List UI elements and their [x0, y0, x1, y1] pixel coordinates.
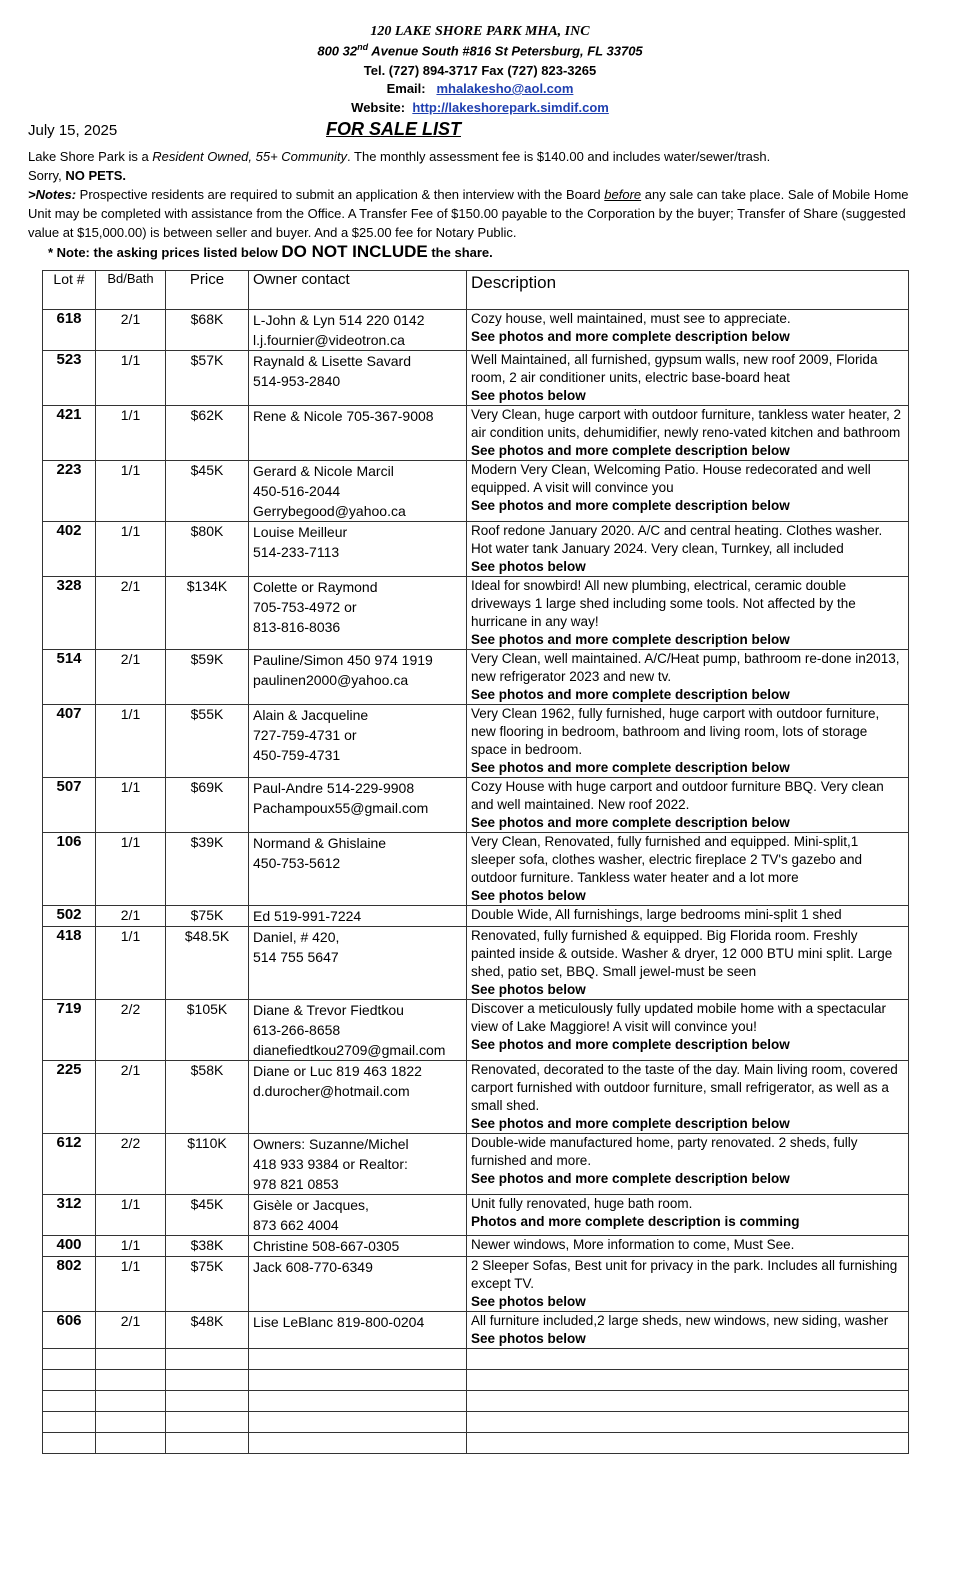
owner-contact	[249, 406, 467, 461]
owner-contact-line[interactable]: l.j.fournier@videotron.ca	[253, 332, 405, 348]
description-text: Well Maintained, all furnished, gypsum walls, new roof 2009, Florida room, 2 air conditioner units, electric base-board heat	[471, 352, 878, 385]
empty-cell	[166, 1391, 249, 1412]
owner-contact-line: L-John & Lyn 514 220 0142	[253, 312, 425, 328]
see-photos-note: See photos below	[471, 888, 586, 903]
lot-number: 106	[43, 833, 96, 906]
owner-contact	[249, 906, 467, 927]
col-lot: Lot #	[43, 271, 96, 310]
description-text: Ideal for snowbird! All new plumbing, electrical, ceramic double driveways 1 large shed including some tools. Not affected by the hurricane in any way!	[471, 578, 856, 629]
owner-contact	[249, 1000, 467, 1061]
price: $68K	[166, 310, 249, 351]
price: $45K	[166, 1195, 249, 1236]
table-row	[43, 1061, 909, 1134]
empty-cell	[249, 1370, 467, 1391]
price: $48.5K	[166, 927, 249, 1000]
bed-bath: 1/1	[96, 406, 166, 461]
owner-contact-line: Christine 508-667-0305	[253, 1238, 400, 1254]
description-text: Newer windows, More information to come, Must See.	[471, 1237, 795, 1252]
empty-cell	[166, 1349, 249, 1370]
website-line: Website: http://lakeshorepark.simdif.com	[351, 100, 609, 115]
owner-contact-line: 450-516-2044	[253, 483, 341, 499]
owner-contact-line: Pauline/Simon 450 974 1919	[253, 652, 433, 668]
table-row	[43, 833, 909, 906]
table-row	[43, 351, 909, 406]
table-row	[43, 406, 909, 461]
description-text: Roof redone January 2020. A/C and central heating. Clothes washer. Hot water tank January 2024. Very clean, Turnkey, all included	[471, 523, 883, 556]
org-name: 120 LAKE SHORE PARK MHA, INC	[370, 24, 590, 39]
description	[467, 406, 909, 461]
empty-cell	[96, 1391, 166, 1412]
description-text: Very Clean, huge carport with outdoor furniture, tankless water heater, 2 air condition units, dehumidifier, newly reno-vated kitchen and bathroom	[471, 407, 901, 440]
price: $58K	[166, 1061, 249, 1134]
description	[467, 310, 909, 351]
owner-contact-line: 450-753-5612	[253, 855, 341, 871]
price: $38K	[166, 1236, 249, 1257]
empty-cell	[249, 1391, 467, 1412]
price: $75K	[166, 1257, 249, 1312]
empty-row	[43, 1370, 909, 1391]
owner-contact	[249, 1134, 467, 1195]
bed-bath: 1/1	[96, 461, 166, 522]
table-row	[43, 1195, 909, 1236]
see-photos-note: See photos and more complete description below	[471, 687, 790, 702]
empty-cell	[467, 1349, 909, 1370]
price: $105K	[166, 1000, 249, 1061]
empty-cell	[166, 1370, 249, 1391]
lot-number: 802	[43, 1257, 96, 1312]
table-row	[43, 1236, 909, 1257]
description	[467, 351, 909, 406]
owner-contact-line: Alain & Jacqueline	[253, 707, 369, 723]
bed-bath: 1/1	[96, 927, 166, 1000]
lot-number: 328	[43, 577, 96, 650]
page-title: FOR SALE LIST	[326, 119, 461, 139]
price: $57K	[166, 351, 249, 406]
empty-cell	[96, 1349, 166, 1370]
lot-number: 407	[43, 705, 96, 778]
price: $69K	[166, 778, 249, 833]
description-text: Cozy House with huge carport and outdoor furniture BBQ. Very clean and well maintained. New roof 2022.	[471, 779, 884, 812]
description	[467, 705, 909, 778]
owner-contact-line: Colette or Raymond	[253, 579, 378, 595]
table-row	[43, 1312, 909, 1349]
email-line: Email: mhalakesho@aol.com	[386, 81, 574, 96]
owner-contact-line: Lise LeBlanc 819-800-0204	[253, 1314, 425, 1330]
bed-bath: 1/1	[96, 1195, 166, 1236]
empty-row	[43, 1349, 909, 1370]
see-photos-note: See photos below	[471, 982, 586, 997]
empty-cell	[43, 1391, 96, 1412]
col-owner: Owner contact	[249, 271, 467, 310]
owner-contact-line: Jack 608-770-6349	[253, 1259, 373, 1275]
owner-contact-line: 813-816-8036	[253, 619, 341, 635]
owner-contact-line[interactable]: Pachampoux55@gmail.com	[253, 800, 429, 816]
empty-row	[43, 1412, 909, 1433]
see-photos-note: See photos and more complete description below	[471, 632, 790, 647]
owner-contact	[249, 833, 467, 906]
list-date: July 15, 2025	[28, 122, 118, 139]
empty-cell	[467, 1391, 909, 1412]
bed-bath: 1/1	[96, 522, 166, 577]
lot-number: 612	[43, 1134, 96, 1195]
description	[467, 461, 909, 522]
see-photos-note: Photos and more complete description is comming	[471, 1214, 800, 1229]
empty-cell	[96, 1433, 166, 1454]
owner-contact	[249, 522, 467, 577]
bed-bath: 1/1	[96, 1236, 166, 1257]
owner-contact-line: 873 662 4004	[253, 1217, 339, 1233]
owner-contact-line: Daniel, # 420,	[253, 929, 340, 945]
empty-row	[43, 1391, 909, 1412]
owner-contact-line: Raynald & Lisette Savard	[253, 353, 411, 369]
bed-bath: 1/1	[96, 1257, 166, 1312]
description-text: Renovated, decorated to the taste of the day. Main living room, covered carport furnished with outdoor furniture, small refrigerator, as well as a small shed.	[471, 1062, 898, 1113]
empty-cell	[249, 1349, 467, 1370]
description-text: Very Clean, Renovated, fully furnished and equipped. Mini-split,1 sleeper sofa, clothes washer, electric fireplace 2 TV's gazebo and outdoor furniture. Tankless water heater and a lot more	[471, 834, 863, 885]
owner-contact-line: Gisèle or Jacques,	[253, 1197, 369, 1213]
owner-contact-line: 450-759-4731	[253, 747, 341, 763]
see-photos-note: See photos and more complete description below	[471, 443, 790, 458]
see-photos-note: See photos and more complete description below	[471, 815, 790, 830]
lot-number: 507	[43, 778, 96, 833]
owner-contact-line: Diane & Trevor Fiedtkou	[253, 1002, 404, 1018]
description	[467, 906, 909, 927]
description	[467, 1257, 909, 1312]
table-row	[43, 577, 909, 650]
owner-contact-line: Louise Meilleur	[253, 524, 348, 540]
bed-bath: 2/2	[96, 1000, 166, 1061]
bed-bath: 2/1	[96, 1061, 166, 1134]
address-line: 800 32nd Avenue South #816 St Petersburg, FL 33705	[317, 42, 643, 59]
col-price: Price	[166, 271, 249, 310]
phone-line: Tel. (727) 894-3717 Fax (727) 823-3265	[363, 63, 597, 78]
col-description: Description	[467, 271, 909, 310]
empty-cell	[166, 1433, 249, 1454]
table-row	[43, 522, 909, 577]
bed-bath: 2/1	[96, 1312, 166, 1349]
owner-contact	[249, 1312, 467, 1349]
intro-text: Lake Shore Park is a Resident Owned, 55+ Community. The monthly assessment fee is $140.00 and includes water/sewer/trash. Sorry, NO PETS. >Notes: Prospective residents are required to submit an application & then interview with the Board before any sale can take place. Sale of Mobile Home Unit may be completed with assistance from the Office. A Transfer Fee of $150.00 payable to the Corporation by the buyer; Transfer of Share (suggested value at $15,000.00) is between seller and buyer. And a $25.00 fee for Notary Public.	[28, 149, 909, 240]
description	[467, 1195, 909, 1236]
see-photos-note: See photos and more complete description below	[471, 329, 790, 344]
col-bath: Bd/Bath	[96, 271, 166, 310]
description-text: Unit fully renovated, huge bath room.	[471, 1196, 693, 1211]
lot-number: 606	[43, 1312, 96, 1349]
lot-number: 312	[43, 1195, 96, 1236]
description-text: Cozy house, well maintained, must see to appreciate.	[471, 311, 791, 326]
price: $39K	[166, 833, 249, 906]
see-photos-note: See photos below	[471, 1331, 586, 1346]
bed-bath: 1/1	[96, 778, 166, 833]
description	[467, 778, 909, 833]
owner-contact-line: Normand & Ghislaine	[253, 835, 387, 851]
owner-contact-line: Rene & Nicole 705-367-9008	[253, 408, 434, 424]
price: $110K	[166, 1134, 249, 1195]
lot-number: 523	[43, 351, 96, 406]
bed-bath: 2/1	[96, 310, 166, 351]
owner-contact-line: 418 933 9384 or Realtor:	[253, 1156, 408, 1172]
empty-cell	[166, 1412, 249, 1433]
table-row	[43, 650, 909, 705]
owner-contact	[249, 1195, 467, 1236]
bed-bath: 1/1	[96, 351, 166, 406]
description	[467, 1061, 909, 1134]
price: $75K	[166, 906, 249, 927]
owner-contact-line: 514-953-2840	[253, 373, 341, 389]
owner-contact	[249, 577, 467, 650]
owner-contact-line: 705-753-4972 or	[253, 599, 357, 615]
description-text: Modern Very Clean, Welcoming Patio. House redecorated and well equipped. A visit will convince you	[471, 462, 871, 495]
description	[467, 1312, 909, 1349]
empty-cell	[467, 1370, 909, 1391]
bed-bath: 2/2	[96, 1134, 166, 1195]
empty-cell	[96, 1370, 166, 1391]
bed-bath: 1/1	[96, 705, 166, 778]
email-link[interactable]: mhalakesho@aol.com	[436, 81, 574, 96]
see-photos-note: See photos and more complete description below	[471, 760, 790, 775]
price: $45K	[166, 461, 249, 522]
price: $59K	[166, 650, 249, 705]
owner-contact-line[interactable]: paulinen2000@yahoo.ca	[253, 672, 409, 688]
see-photos-note: See photos below	[471, 1294, 586, 1309]
owner-contact-line[interactable]: Gerrybegood@yahoo.ca	[253, 503, 406, 519]
bed-bath: 1/1	[96, 833, 166, 906]
owner-contact-line: Ed 519-991-7224	[253, 908, 362, 924]
lot-number: 225	[43, 1061, 96, 1134]
see-photos-note: See photos and more complete description below	[471, 1171, 790, 1186]
description-text: Renovated, fully furnished & equipped. Big Florida room. Freshly painted inside & outside. Washer & dryer, 12 000 BTU mini split. Large shed, patio set, BBQ. Small jewel-must be seen	[471, 928, 893, 979]
website-link[interactable]: http://lakeshorepark.simdif.com	[412, 100, 609, 115]
table-header-row	[43, 271, 909, 310]
lot-number: 418	[43, 927, 96, 1000]
owner-contact	[249, 778, 467, 833]
description	[467, 1000, 909, 1061]
empty-cell	[467, 1412, 909, 1433]
table-row	[43, 906, 909, 927]
price: $80K	[166, 522, 249, 577]
owner-contact	[249, 310, 467, 351]
lot-number: 400	[43, 1236, 96, 1257]
see-photos-note: See photos and more complete description below	[471, 498, 790, 513]
owner-contact-line: Paul-Andre 514-229-9908	[253, 780, 415, 796]
description	[467, 650, 909, 705]
owner-contact-line: 514-233-7113	[253, 544, 340, 560]
owner-contact	[249, 1061, 467, 1134]
empty-cell	[43, 1370, 96, 1391]
owner-contact-line[interactable]: dianefiedtkou2709@gmail.com	[253, 1042, 446, 1058]
owner-contact-line: Diane or Luc 819 463 1822	[253, 1063, 422, 1079]
price: $48K	[166, 1312, 249, 1349]
lot-number: 618	[43, 310, 96, 351]
description-text: Discover a meticulously fully updated mobile home with a spectacular view of Lake Maggiore! A visit will convince you!	[471, 1001, 886, 1034]
empty-cell	[249, 1433, 467, 1454]
table-row	[43, 461, 909, 522]
empty-cell	[96, 1412, 166, 1433]
owner-contact	[249, 705, 467, 778]
description-text: Double Wide, All furnishings, large bedrooms mini-split 1 shed	[471, 907, 842, 922]
owner-contact-line: 613-266-8658	[253, 1022, 341, 1038]
table-row	[43, 1134, 909, 1195]
lot-number: 421	[43, 406, 96, 461]
owner-contact-line[interactable]: d.durocher@hotmail.com	[253, 1083, 410, 1099]
bed-bath: 2/1	[96, 906, 166, 927]
owner-contact	[249, 650, 467, 705]
lot-number: 514	[43, 650, 96, 705]
description-text: All furniture included,2 large sheds, new windows, new siding, washer	[471, 1313, 889, 1328]
lot-number: 502	[43, 906, 96, 927]
description	[467, 522, 909, 577]
empty-cell	[249, 1412, 467, 1433]
price: $55K	[166, 705, 249, 778]
description	[467, 833, 909, 906]
see-photos-note: See photos and more complete description below	[471, 1037, 790, 1052]
table-row	[43, 927, 909, 1000]
price-note: * Note: the asking prices listed below DO NOT INCLUDE the share.	[48, 242, 493, 261]
table-row	[43, 310, 909, 351]
table-row	[43, 705, 909, 778]
lot-number: 719	[43, 1000, 96, 1061]
description	[467, 927, 909, 1000]
description-text: Double-wide manufactured home, party renovated. 2 sheds, fully furnished and more.	[471, 1135, 858, 1168]
empty-row	[43, 1433, 909, 1454]
owner-contact	[249, 351, 467, 406]
owner-contact-line: Owners: Suzanne/Michel	[253, 1136, 409, 1152]
owner-contact-line: 727-759-4731 or	[253, 727, 357, 743]
table-row	[43, 1257, 909, 1312]
owner-contact-line: Gerard & Nicole Marcil	[253, 463, 394, 479]
empty-cell	[43, 1412, 96, 1433]
empty-cell	[467, 1433, 909, 1454]
bed-bath: 2/1	[96, 650, 166, 705]
price: $62K	[166, 406, 249, 461]
see-photos-note: See photos and more complete description below	[471, 1116, 790, 1131]
lot-number: 223	[43, 461, 96, 522]
description-text: Very Clean, well maintained. A/C/Heat pump, bathroom re-done in2013, new refrigerator 2023 and new tv.	[471, 651, 900, 684]
lot-number: 402	[43, 522, 96, 577]
owner-contact	[249, 461, 467, 522]
table-row	[43, 1000, 909, 1061]
price: $134K	[166, 577, 249, 650]
owner-contact	[249, 1236, 467, 1257]
owner-contact-line: 514 755 5647	[253, 949, 339, 965]
owner-contact	[249, 1257, 467, 1312]
description	[467, 1134, 909, 1195]
empty-cell	[43, 1433, 96, 1454]
description-text: Very Clean 1962, fully furnished, huge carport with outdoor furniture, new flooring in bedroom, bathroom and living room, lots of storage space in bedroom.	[471, 706, 880, 757]
owner-contact-line: 978 821 0853	[253, 1176, 339, 1192]
bed-bath: 2/1	[96, 577, 166, 650]
see-photos-note: See photos below	[471, 388, 586, 403]
description-text: 2 Sleeper Sofas, Best unit for privacy in the park. Includes all furnishing except TV.	[471, 1258, 898, 1291]
description	[467, 1236, 909, 1257]
owner-contact	[249, 927, 467, 1000]
see-photos-note: See photos below	[471, 559, 586, 574]
description	[467, 577, 909, 650]
empty-cell	[43, 1349, 96, 1370]
table-row	[43, 778, 909, 833]
for-sale-table	[42, 270, 909, 1454]
